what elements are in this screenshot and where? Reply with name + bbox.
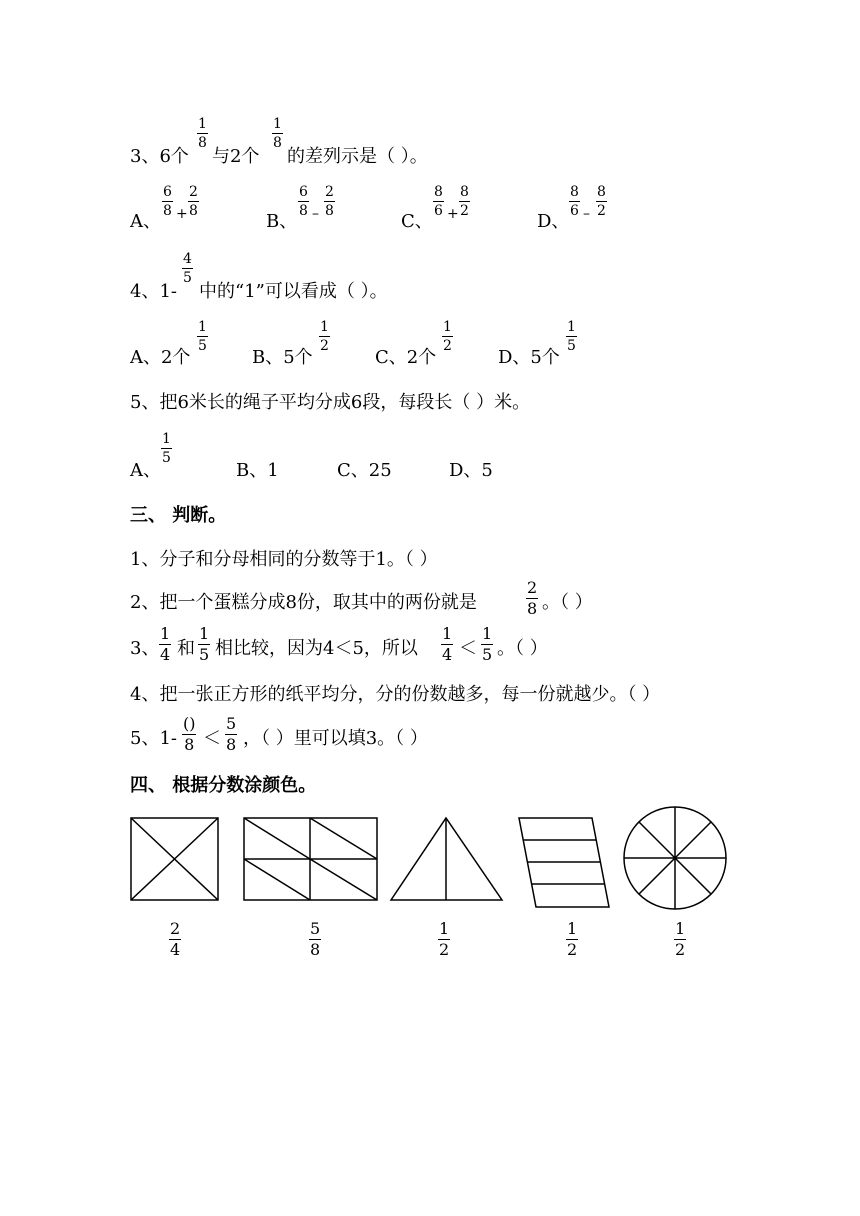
- q3-d-frac1: $\frac{8}{6}$: [570, 184, 579, 219]
- q3-a-frac1: $\frac{6}{8}$: [163, 184, 172, 219]
- shape-fraction-parallelogram: $\frac{1}{2}$: [567, 919, 578, 959]
- judge-item-3-frac4: $\frac{1}{5}$: [482, 624, 493, 664]
- shape-fraction-circle: $\frac{1}{2}$: [675, 919, 686, 959]
- judge-item-5-frac2: $\frac{5}{8}$: [226, 714, 237, 754]
- judge-item-3-frac3: $\frac{1}{4}$: [442, 624, 453, 664]
- q4-option-c-label: C、2个: [375, 347, 437, 368]
- q3-option-a-label: A、: [130, 211, 161, 232]
- q5-option-b[interactable]: B、1: [236, 460, 279, 481]
- judge-item-5-prefix: 5、1-: [130, 728, 177, 749]
- q5-option-c[interactable]: C、25: [337, 460, 392, 481]
- q3-text-part1: 3、6个: [130, 146, 189, 167]
- section3-title: 三、 判断。: [130, 505, 227, 526]
- shape-fraction-triangle: $\frac{1}{2}$: [439, 919, 450, 959]
- q3-option-b-label: B、: [266, 211, 298, 232]
- square-shape[interactable]: [131, 818, 218, 900]
- judge-item-3-frac1: $\frac{1}{4}$: [160, 624, 171, 664]
- q4-a-frac: $\frac{1}{5}$: [198, 319, 207, 354]
- q4-text-suffix: 中的“1”可以看成（ ）。: [199, 281, 388, 302]
- q3-b-frac2: $\frac{2}{8}$: [325, 184, 334, 219]
- q3-a-frac2: $\frac{2}{8}$: [189, 184, 198, 219]
- judge-item-3-prefix: 3、: [130, 638, 160, 659]
- judge-item-3-and: 和: [177, 638, 195, 659]
- q3-option-d-label: D、: [537, 211, 570, 232]
- section4-title: 四、 根据分数涂颜色。: [130, 775, 317, 796]
- judge-item-5-post: ，（ ）里可以填3。（ ）: [243, 728, 428, 749]
- q3-c-op: +: [447, 206, 459, 222]
- q3-text-part3: 的差列示是（ ）。: [287, 146, 428, 167]
- q3-d-op: –: [583, 206, 590, 222]
- judge-item-2-post: 。（ ）: [542, 592, 593, 613]
- judge-item-4: 4、把一张正方形的纸平均分，分的份数越多，每一份就越少。（ ）: [130, 684, 661, 705]
- q5-option-d[interactable]: D、5: [449, 460, 493, 481]
- q3-a-op: +: [176, 206, 188, 222]
- q3-text-part2: 与2个: [212, 146, 260, 167]
- judge-item-5-frac1: () 8: [183, 714, 196, 754]
- q4-c-frac: $\frac{1}{2}$: [443, 319, 452, 354]
- judge-item-3-lt: ＜: [459, 638, 477, 659]
- shape-fraction-rectangle: $\frac{5}{8}$: [310, 919, 321, 959]
- q4-text-prefix: 4、1-: [130, 281, 177, 302]
- circle-shape[interactable]: [624, 807, 726, 909]
- q4-d-frac: $\frac{1}{5}$: [567, 319, 576, 354]
- rectangle-shape[interactable]: [244, 818, 377, 900]
- q5-a-frac: $\frac{1}{5}$: [162, 431, 171, 466]
- triangle-shape[interactable]: [391, 818, 502, 900]
- q4-fraction: $\frac{4}{5}$: [183, 251, 192, 286]
- q3-c-frac2: $\frac{8}{2}$: [460, 184, 469, 219]
- shape-fraction-square: $\frac{2}{4}$: [170, 919, 181, 959]
- judge-item-3-mid: 相比较，因为4＜5，所以: [215, 638, 418, 659]
- q4-option-a-label: A、2个: [130, 347, 191, 368]
- parallelogram-shape[interactable]: [519, 818, 609, 907]
- q3-option-c-label: C、: [401, 211, 433, 232]
- q3-d-frac2: $\frac{8}{2}$: [597, 184, 606, 219]
- judge-item-2-text: 2、把一个蛋糕分成8份，取其中的两份就是: [130, 592, 477, 613]
- q5-text: 5、把6米长的绳子平均分成6段，每段长（ ）米。: [130, 392, 531, 413]
- judge-item-5-lt: ＜: [203, 728, 221, 749]
- judge-item-1: 1、分子和分母相同的分数等于1。（ ）: [130, 549, 438, 570]
- q3-b-op: –: [312, 206, 319, 222]
- q3-fraction-1: $\frac{1}{8}$: [198, 116, 207, 151]
- judge-item-2-fraction: $\frac{2}{8}$: [527, 578, 538, 618]
- judge-item-3-frac2: $\frac{1}{5}$: [199, 624, 210, 664]
- q3-b-frac1: $\frac{6}{8}$: [299, 184, 308, 219]
- q3-fraction-2: $\frac{1}{8}$: [273, 116, 282, 151]
- q5-option-a-label: A、: [130, 460, 161, 481]
- q4-option-b-label: B、5个: [252, 347, 313, 368]
- q3-c-frac1: $\frac{8}{6}$: [434, 184, 443, 219]
- q4-option-d-label: D、5个: [498, 347, 560, 368]
- q4-b-frac: $\frac{1}{2}$: [320, 319, 329, 354]
- judge-item-3-post: 。（ ）: [497, 638, 548, 659]
